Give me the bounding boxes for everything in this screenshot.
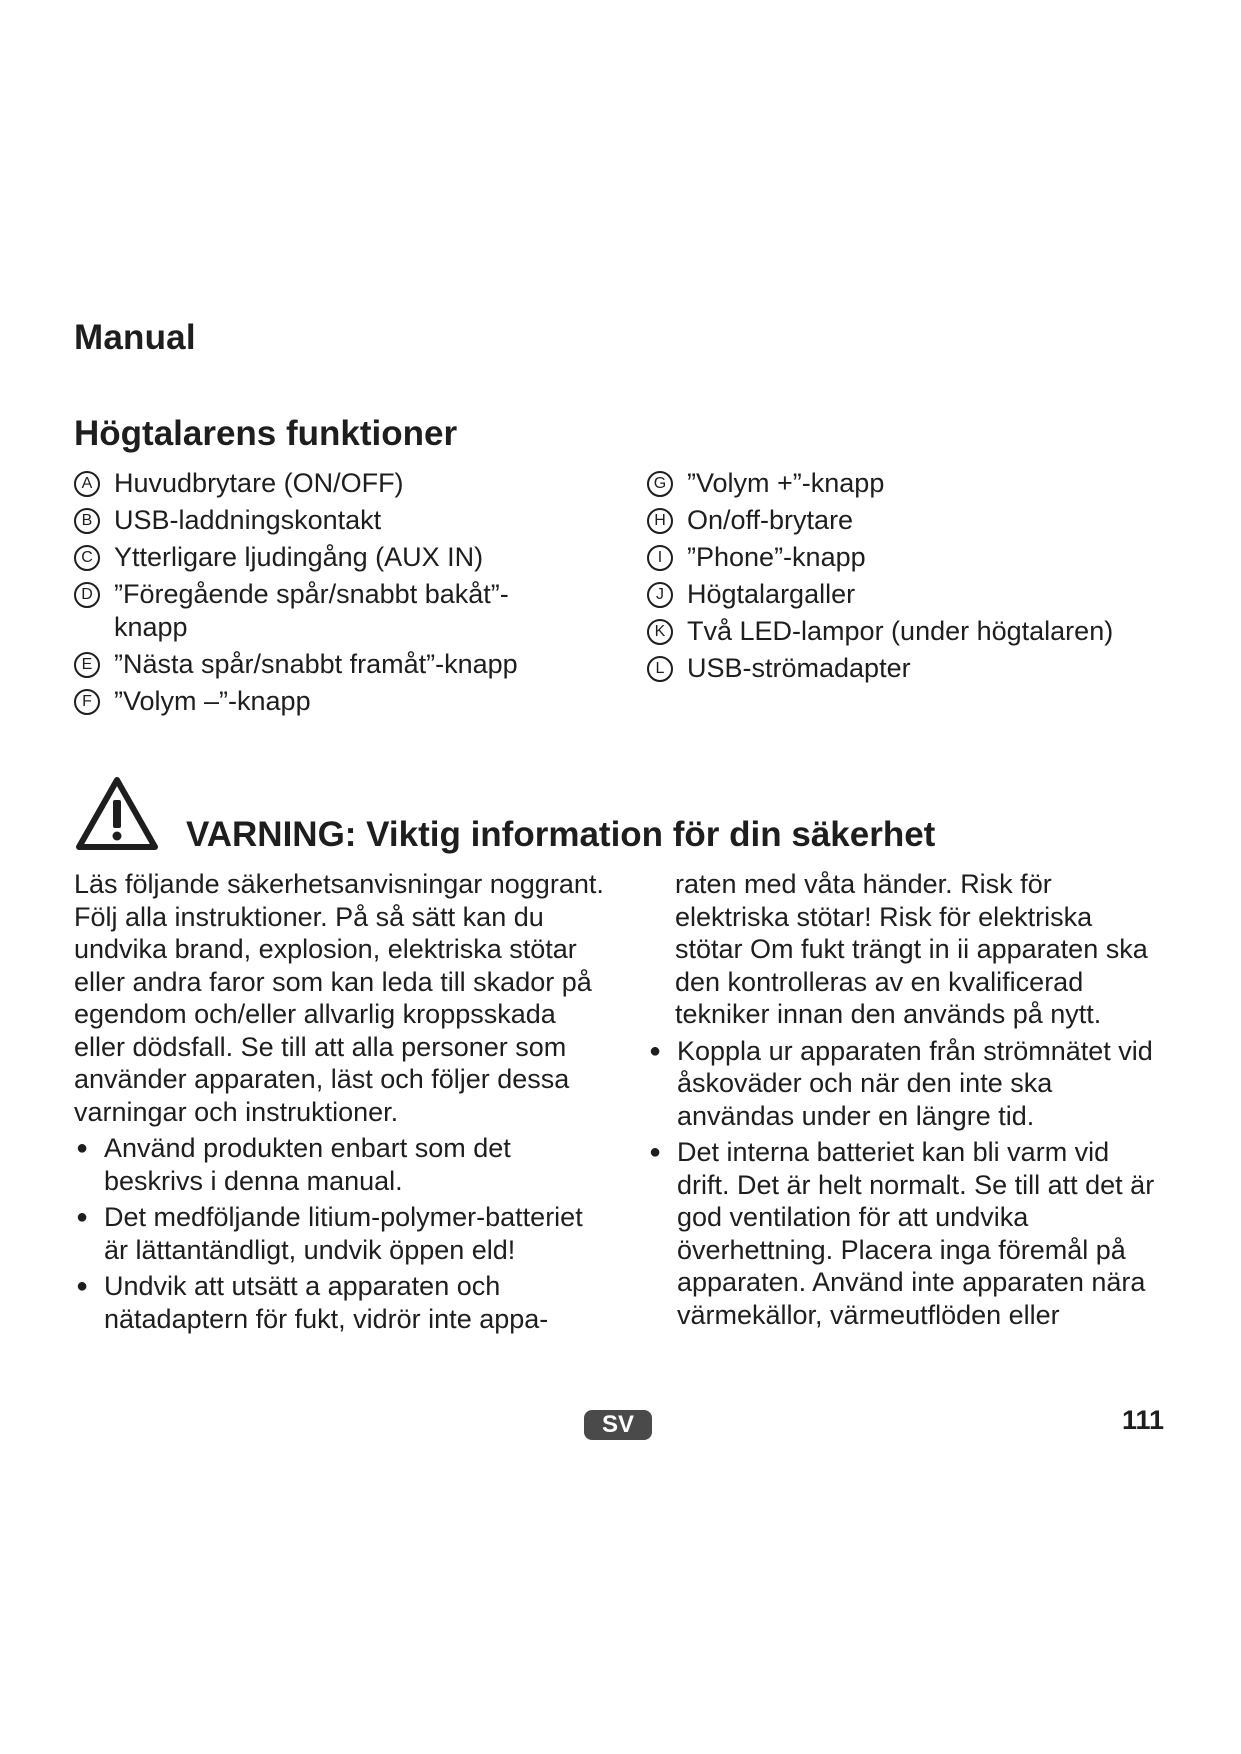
circled-letter-g-icon: G <box>647 471 673 497</box>
circled-letter-l-icon: L <box>647 656 673 682</box>
warning-continuation: raten med våta händer. Risk för elektriska stötar! Risk för elektriska stötar Om fukt trängt in ii apparaten ska den kontrolleras av en kvalificerad tekniker innan den används på nytt. <box>675 869 1148 1029</box>
list-item <box>647 1136 1167 1331</box>
list-item-text: Undvik att utsätt a apparaten och nätadaptern för fukt, vidrör inte appa- <box>104 1271 549 1334</box>
list-item <box>74 1132 604 1197</box>
circled-letter-i-icon: I <box>647 545 673 571</box>
warning-heading: VARNING: Viktig information för din säkerhet <box>186 815 936 854</box>
list-item-text: Koppla ur apparaten från strömnätet vid åskoväder och när den inte ska användas under en längre tid. <box>677 1035 1153 1131</box>
feature-label: ”Volym +”-knapp <box>687 468 885 498</box>
feature-item-f <box>74 685 594 718</box>
feature-label: Två LED-lampor (under högtalaren) <box>687 616 1114 646</box>
feature-label: ”Volym –”-knapp <box>114 686 311 716</box>
feature-item-i <box>647 541 1187 574</box>
bullet-icon: ● <box>649 1039 662 1062</box>
list-item <box>74 1201 604 1266</box>
feature-item-l <box>647 652 1187 685</box>
list-item <box>74 1270 604 1335</box>
circled-letter-a-icon: A <box>74 471 100 497</box>
feature-item-d <box>74 578 594 644</box>
feature-item-c <box>74 541 594 574</box>
circled-letter-e-icon: E <box>74 652 100 678</box>
list-item <box>647 1035 1167 1133</box>
feature-item-j <box>647 578 1187 611</box>
list-item-text: Använd produkten enbart som det beskrivs i denna manual. <box>104 1133 511 1196</box>
feature-item-h <box>647 504 1187 537</box>
features-list-right <box>647 467 1187 689</box>
feature-label: Ytterligare ljudingång (AUX IN) <box>114 542 484 572</box>
warning-intro: Läs följande säkerhetsanvisningar noggrant. Följ alla instruktioner. På så sätt kan du undvika brand, explosion, elektriska stötar eller andra faror som kan leda till skador på egendom och/eller allvarlig kroppsskada eller dödsfall. Se till att alla personer som använder apparaten, läst och följer dessa varningar och instruktioner. <box>74 869 604 1127</box>
circled-letter-c-icon: C <box>74 545 100 571</box>
feature-item-b <box>74 504 594 537</box>
circled-letter-d-icon: D <box>74 582 100 608</box>
bullet-icon: ● <box>649 1141 662 1163</box>
warning-column-right <box>647 868 1167 1331</box>
feature-label: Huvudbrytare (ON/OFF) <box>114 468 404 498</box>
feature-label: ”Föregående spår/snabbt bakåt”-knapp <box>114 579 509 642</box>
feature-label: USB-strömadapter <box>687 653 911 683</box>
page-number: 111 <box>1122 1405 1165 1435</box>
list-item-text: Det medföljande litium-polymer-batteriet är lättantändligt, undvik öppen eld! <box>104 1202 583 1265</box>
feature-item-g <box>647 467 1187 500</box>
feature-label: Högtalargaller <box>687 579 856 609</box>
bullet-icon: ● <box>76 1206 89 1228</box>
feature-label: ”Nästa spår/snabbt framåt”-knapp <box>114 649 518 679</box>
circled-letter-b-icon: B <box>74 508 100 534</box>
feature-item-a <box>74 467 594 500</box>
page-title: Manual <box>74 318 196 357</box>
warning-triangle-icon <box>74 775 160 853</box>
circled-letter-k-icon: K <box>647 619 673 645</box>
features-heading: Högtalarens funktioner <box>74 414 458 453</box>
feature-label: ”Phone”-knapp <box>687 542 866 572</box>
circled-letter-j-icon: J <box>647 582 673 608</box>
circled-letter-f-icon: F <box>74 689 100 715</box>
feature-label: On/off-brytare <box>687 505 854 535</box>
feature-label: USB-laddningskontakt <box>114 505 382 535</box>
features-list-left <box>74 467 594 722</box>
list-item-text: Det interna batteriet kan bli varm vid drift. Det är helt normalt. Se till att det är god ventilation för att undvika överhettning. Placera inga föremål på apparaten. Använd inte apparaten nära värmekällor, värmeutflöden eller <box>677 1137 1155 1330</box>
feature-item-e <box>74 648 594 681</box>
feature-item-k <box>647 615 1187 648</box>
bullet-icon: ● <box>76 1137 89 1159</box>
bullet-icon: ● <box>76 1275 89 1297</box>
language-badge: SV <box>584 1410 652 1440</box>
warning-column-left <box>74 868 604 1335</box>
circled-letter-h-icon: H <box>647 508 673 534</box>
